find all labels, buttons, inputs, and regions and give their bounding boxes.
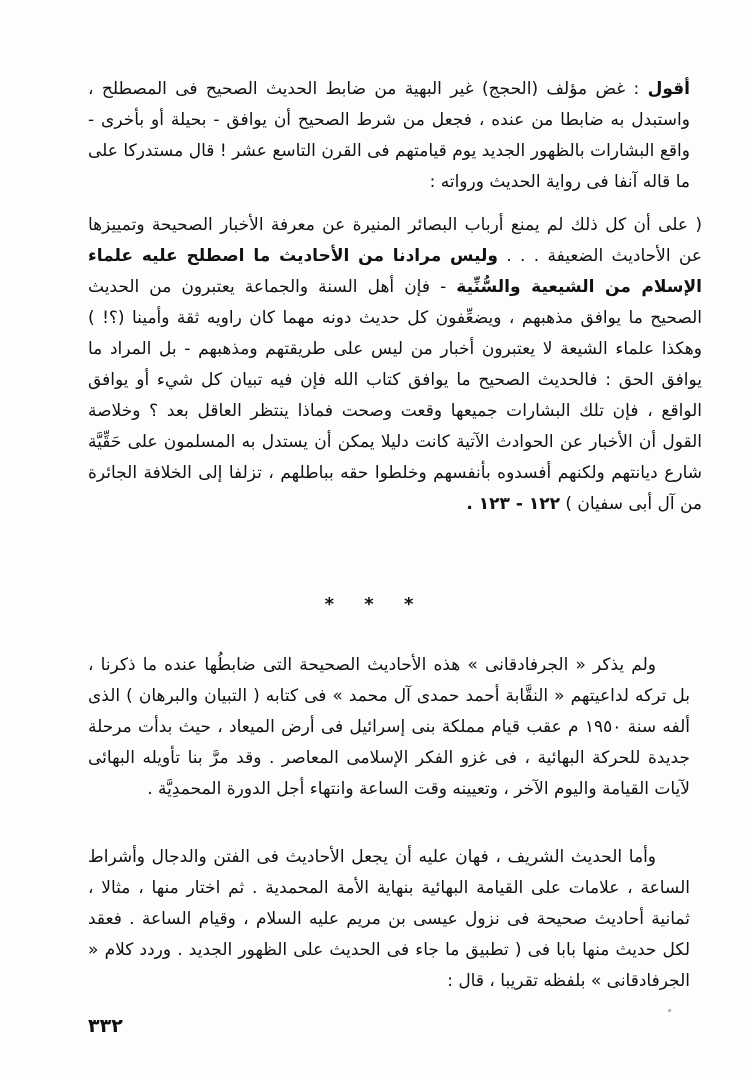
paragraph-lead-word: أقول — [647, 79, 690, 99]
paragraph-second-text: ولم يذكر « الجرفادقانى » هذه الأحاديث الصحيحة التى ضابطُها عنده ما ذكرنا ، بل تركه لداعيتهم « النقَّابة أحمد حمدى آل محمد » فى كتابه ( التبيان والبرهان ) الذى ألفه سنة ١٩٥٠ م عقب قيام مملكة بنى إسرائيل فى أرض الميعاد ، حيث بدأت مرحلة جديدة للحركة البهائية ، فى غزو الفكر الإسلامى المعاصر . وقد مرَّ بنا تأويله البهائى لآيات القيامة واليوم الآخر ، وتعيينه وقت الساعة وانتهاء أجل الدورة المحمدِيَّة . — [88, 655, 690, 799]
page-number: ٣٣٢ — [88, 1015, 123, 1037]
quote-part-3: - فإن أهل السنة والجماعة يعتبرون من الحديث الصحيح ما يوافق مذهبهم ، ويضعِّفون كل حديث دونه مهما كان راويه ثقة وأمينا (؟! ) وهكذا علماء الشيعة لا يعتبرون أخبار من ليس على طريقتهم ومذهبهم - بل المراد ما يوافق الحق : فالحديث الصحيح ما يوافق كتاب الله فإن فيه تبيان كل شيء أو يوافق الواقع ، فإن تلك البشارات جميعها وقعت وصحت فماذا ينتظر العاقل بعد ؟ وخلاصة القول أن الأخبار عن الحوادث الآتية كانت دليلا يمكن أن يستدل به المسلمون على حَقِّيَّة شارع ديانتهم ولكنهم أفسدوه بأنفسهم وخلطوا حقه بباطلهم ، تزلفا إلى الخلافة الجائرة من آل أبى سفيان ) — [88, 277, 702, 514]
paragraph-second — [88, 650, 690, 805]
quote-bold-statement: وليس مرادنا من الأحاديث ما اصطلح عليه علماء الإسلام من الشيعية والسُّنِّية — [88, 246, 702, 297]
paragraph-third — [88, 842, 690, 997]
quote-part-1: ( على أن كل ذلك لم يمنع أرباب البصائر المنيرة عن معرفة الأخبار الصحيحة وتمييزها عن الأحاديث الضعيفة . . . — [88, 215, 703, 266]
scan-mark: ᵉ — [668, 1008, 672, 1018]
paragraph-opening — [88, 74, 690, 198]
quote-citation: ١٢٢ - ١٢٣ . — [466, 494, 560, 514]
section-separator: * * * — [324, 594, 426, 615]
quoted-passage — [88, 210, 702, 520]
paragraph-third-text: وأما الحديث الشريف ، فهان عليه أن يجعل الأحاديث فى الفتن والدجال وأشراط الساعة ، علامات على القيامة البهائية بنهاية الأمة المحمدية . ثم اختار منها ، مثالا ، ثمانية أحاديث صحيحة فى نزول عيسى بن مريم عليه السلام ، وقيام الساعة . فعقد لكل حديث منها بابا فى ( تطبيق ما جاء فى الحديث على الظهور الجديد . وردد كلام « الجرفادقانى » بلفظه تقريبا ، قال : — [88, 847, 690, 991]
paragraph-opening-text: : غض مؤلف (الحجج) غير البهية من ضابط الحديث الصحيح فى المصطلح ، واستبدل به ضابطا من عنده ، فجعل من شرط الصحيح أن يوافق - بحيلة أو بأخرى - واقع البشارات بالظهور الجديد يوم قيامتهم فى القرن التاسع عشر ! قال مستدركا على ما قاله آنفا فى رواية الحديث ورواته : — [88, 79, 690, 192]
